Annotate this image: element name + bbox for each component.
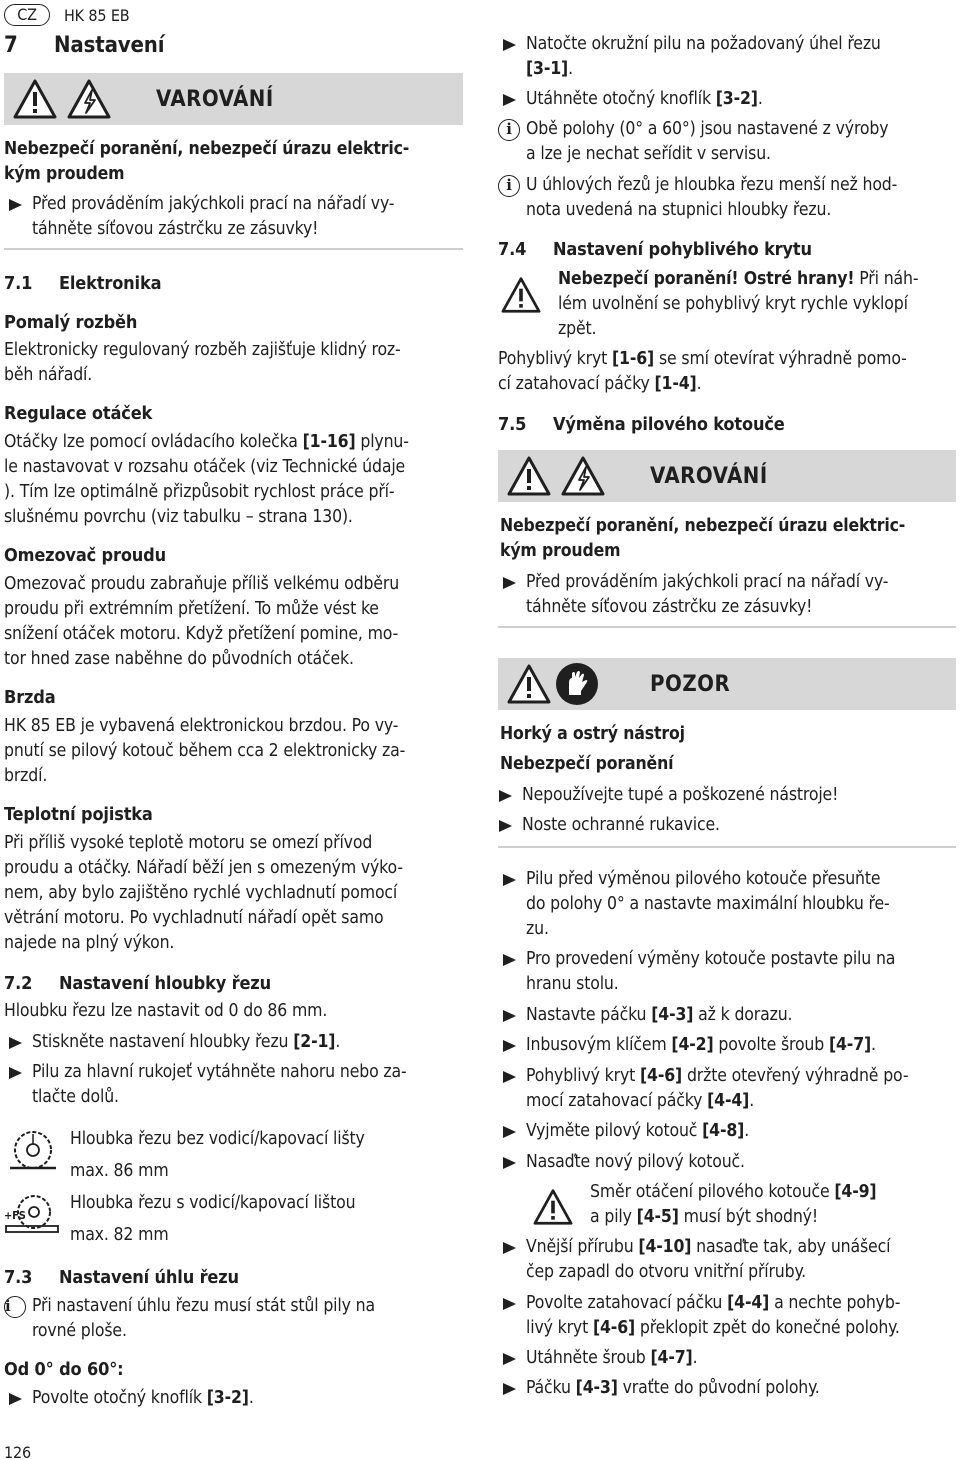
omezovac-heading: Omezovač proudu (4, 545, 167, 566)
teplotni-text: Při příliš vysoké teplotě motoru se omezí přívod proudu a otáčky. Nářadí běží jen s omezeným výko- nem, aby bylo zajištěno rychlé vychladnutí pomocí větrání motoru. Po vychladnutí nářadí opět samo najede na plný výkon. (4, 833, 403, 953)
divider (498, 626, 956, 628)
info-icon: i (4, 1296, 26, 1318)
pomaly-rozbeh-heading: Pomalý rozběh (4, 312, 138, 333)
regulace-text: Otáčky lze pomocí ovládacího kolečka [1-16] plynu- le nastavovat v rozsahu otáček (viz Technické údaje ). Tím lze optimálně přizpůsobit rychlost práce pří- slušnému povrchu (viz tabulku – strana 130). (4, 432, 409, 527)
caution-bullet-1: Nepoužívejte tupé a poškozené nástroje! (494, 783, 952, 808)
step-2: Pro provedení výměny kotouče postavte pilu na hranu stolu. (498, 947, 956, 997)
warning-triangle-icon (12, 78, 58, 120)
warning-banner-1 (4, 73, 463, 125)
warning-banner-2 (498, 450, 956, 502)
step-1: Pilu před výměnou pilového kotouče přesuňte do polohy 0° a nastavte maximální hloubku ře- zu. (498, 867, 956, 942)
electric-hazard-icon (560, 455, 606, 497)
depth-value-1: max. 86 mm (70, 1161, 169, 1181)
step-7: Nasaďte nový pilový kotouč. (498, 1150, 956, 1175)
right-bullet-2: Utáhněte otočný knoflík [3-2]. (498, 87, 956, 112)
brzda-heading: Brzda (4, 687, 56, 708)
electric-hazard-icon (66, 78, 112, 120)
info-icon: i (498, 175, 520, 197)
guard-warning: Nebezpečí poranění! Ostré hrany! Při náh- lém uvolnění se pohyblivý kryt rychle vyklopí zpět. (558, 269, 919, 339)
page-header (4, 4, 130, 26)
section-7-2-heading: 7.2 Nastavení hloubky řezu (4, 973, 271, 994)
pomaly-rozbeh-text: Elektronicky regulovaný rozběh zajišťuje klidný roz- běh nářadí. (4, 340, 401, 385)
fs-label: +FS (4, 1209, 26, 1222)
warning-bullet-1: Před prováděním jakýchkoli prací na nářadí vy- táhněte síťovou zástrčku ze zásuvky! (4, 192, 463, 242)
angle-info: i Při nastavení úhlu řezu musí stát stůl pily na rovné ploše. (5, 1296, 375, 1341)
teplotni-heading: Teplotní pojistka (4, 804, 153, 825)
caution-text: Horký a ostrý nástroj Nebezpečí poranění (500, 724, 685, 774)
section-7-heading: 7 Nastavení (4, 33, 165, 58)
section-7-1-heading: 7.1 Elektronika (4, 273, 162, 294)
page-number: 126 (4, 1443, 32, 1460)
depth-bullet-2: Pilu za hlavní rukojeť vytáhněte nahoru nebo za- tlačte dolů. (4, 1060, 463, 1110)
depth-value-2: max. 82 mm (70, 1225, 169, 1245)
step-9: Povolte zatahovací páčku [4-4] a nechte pohyb- livý kryt [4-6] překlopit zpět do konečné polohy. (498, 1291, 956, 1341)
brzda-text: HK 85 EB je vybavená elektronickou brzdou. Po vy- pnutí se pilový kotouč během cca 2 elektronicky za- brzdí. (4, 716, 406, 786)
depth-bullet-1: Stiskněte nastavení hloubky řezu [2-1]. (4, 1030, 463, 1055)
step-10: Utáhněte šroub [4-7]. (498, 1346, 956, 1371)
step-11: Páčku [4-3] vraťte do původní polohy. (498, 1376, 956, 1401)
caution-bullet-2: Noste ochranné rukavice. (494, 813, 952, 838)
angle-range-heading: Od 0° do 60°: (4, 1359, 124, 1380)
step-3: Nastavte páčku [4-3] až k dorazu. (498, 1003, 956, 1028)
step-5: Pohyblivý kryt [4-6] držte otevřený výhradně po- mocí zatahovací páčky [4-4]. (498, 1064, 956, 1114)
caution-label: POZOR (650, 671, 731, 697)
angle-bullet-1: Povolte otočný knoflík [3-2]. (4, 1386, 463, 1411)
right-bullet-1: Natočte okružní pilu na požadovaný úhel řezu [3-1]. (498, 32, 956, 82)
omezovac-text: Omezovač proudu zabraňuje příliš velkému odběru proudu při extrémním přetížení. To může vést ke snížení otáček motoru. Když přetížení pomine, mo- tor hned zase naběhne do původních otáček. (4, 574, 400, 669)
section-7-3-heading: 7.3 Nastavení úhlu řezu (4, 1267, 239, 1288)
warning-triangle-icon (500, 276, 542, 314)
warning-bullet-2: Před prováděním jakýchkoli prací na nářadí vy- táhněte síťovou zástrčku ze zásuvky! (498, 570, 956, 620)
model-name: HK 85 EB (64, 5, 130, 25)
language-badge: CZ (4, 4, 50, 26)
warning-triangle-icon (506, 663, 552, 705)
right-info-2: i U úhlových řezů je hloubka řezu menší než hod- nota uvedená na stupnici hloubky řezu. (498, 173, 956, 223)
section-7-4-heading: 7.4 Nastavení pohyblivého krytu (498, 239, 812, 260)
step-6: Vyjměte pilový kotouč [4-8]. (498, 1119, 956, 1144)
warning-label: VAROVÁNÍ (650, 463, 768, 489)
depth-desc-1: Hloubka řezu bez vodicí/kapovací lišty (70, 1129, 365, 1149)
warning-text-1: Nebezpečí poranění, nebezpečí úrazu elektric- kým proudem (4, 139, 410, 184)
warning-triangle-icon (532, 1188, 574, 1226)
caution-banner (498, 658, 956, 710)
depth-desc-2: Hloubka řezu s vodicí/kapovací lištou (70, 1193, 356, 1213)
info-icon: i (498, 119, 520, 141)
regulace-heading: Regulace otáček (4, 403, 153, 424)
warning-triangle-icon (506, 455, 552, 497)
step-8: Vnější přírubu [4-10] nasaďte tak, aby unášecí čep zapadl do otvoru vnitřní příruby. (498, 1235, 956, 1285)
depth-intro: Hloubku řezu lze nastavit od 0 do 86 mm. (4, 1001, 328, 1021)
saw-blade-icon (8, 1128, 58, 1174)
rotation-warning: Směr otáčení pilového kotouče [4-9] a pily [4-5] musí být shodný! (590, 1182, 877, 1227)
right-info-1: i Obě polohy (0° a 60°) jsou nastavené z výroby a lze je nechat seřídit v servisu. (498, 117, 956, 167)
section-7-5-heading: 7.5 Výměna pilového kotouče (498, 414, 785, 435)
divider (4, 248, 463, 250)
guard-text: Pohyblivý kryt [1-6] se smí otevírat výhradně pomo- cí zatahovací páčky [1-4]. (498, 349, 907, 394)
warning-label: VAROVÁNÍ (156, 86, 274, 112)
divider (498, 846, 956, 848)
step-4: Inbusovým klíčem [4-2] povolte šroub [4-7]. (498, 1033, 956, 1058)
warning-text-2: Nebezpečí poranění, nebezpečí úrazu elektric- kým proudem (500, 516, 906, 561)
gloves-icon (554, 661, 600, 707)
